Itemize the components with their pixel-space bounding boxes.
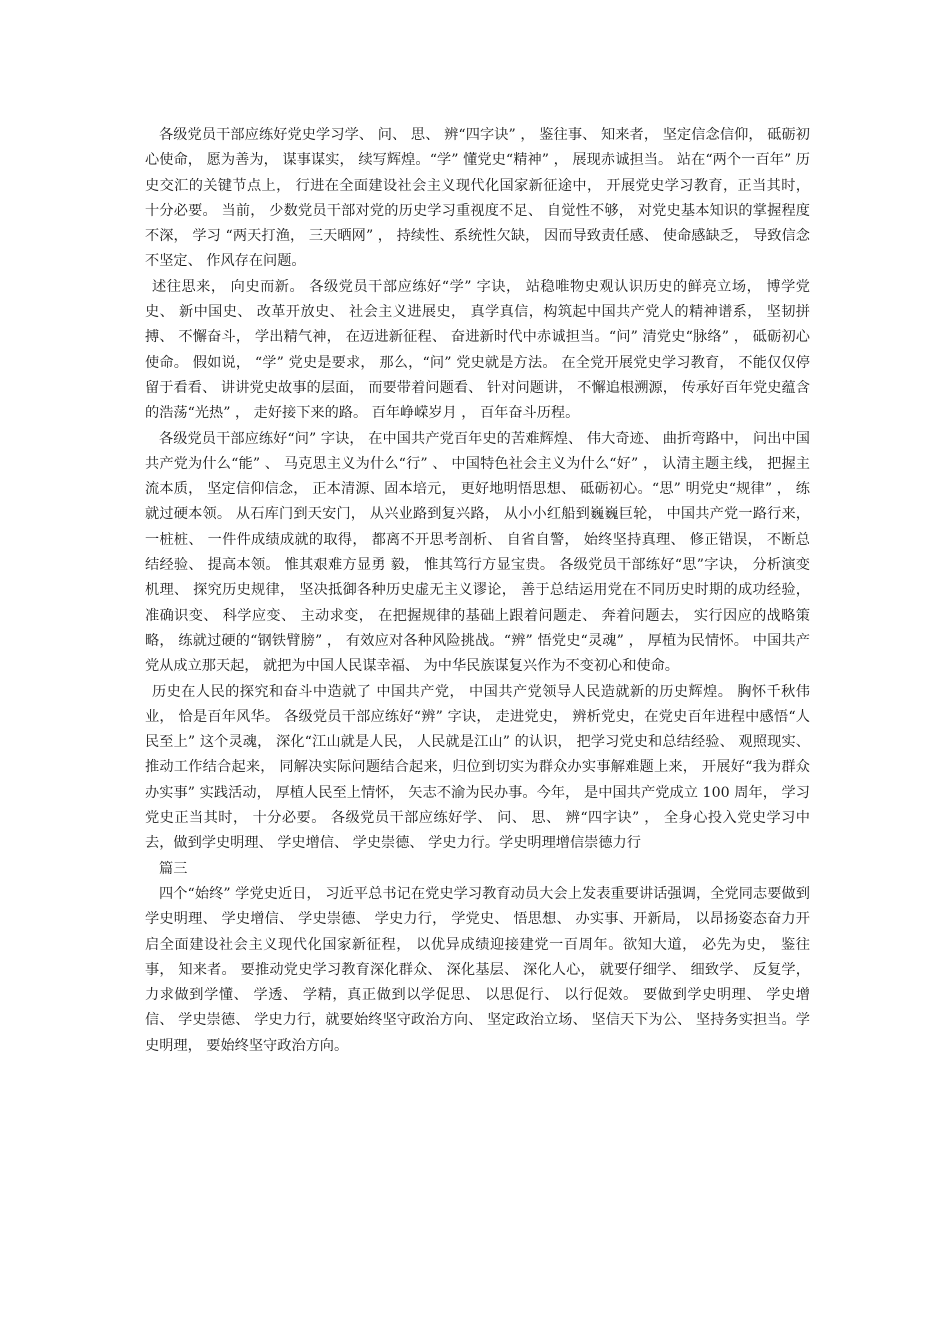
paragraph-2: 述往思来， 向史而新。 各级党员干部应练好“学” 字诀， 站稳唯物史观认识历史的鲜亮立场， 博学党史、 新中国史、 改革开放史、 社会主义进展史， 真学真信，构筑起中国共产党人的精神谱系， 坚韧拼搏、 不懈奋斗， 学出精气神， 在迈进新征程、 奋进新时代中赤诚担当。“问” 清党史“脉络” ， 砥砺初心使命。 假如说， “学” 党史是要求， 那么，“问” 党史就是方法。 在全党开展党史学习教育， 不能仅仅停留于看看、 讲讲党史故事的层面， 而要带着问题看、 针对问题讲， 不懈追根溯源， 传承好百年党史蕴含的浩荡“光热” ， 走好接下来的路。 百年峥嵘岁月 ， 百年奋斗历程。 — [145, 278, 810, 422]
paragraph-5: 四个“始终” 学党史近日， 习近平总书记在党史学习教育动员大会上发表重要讲话强调，全党同志要做到学史明理、 学史增信、 学史崇德、 学史力行， 学党史、 悟思想、 办实事、开新局， 以昂扬姿态奋力开启全面建设社会主义现代化国家新征程， 以优异成绩迎接建党一百周年。欲知大道， 必先为史， 鉴往事， 知来者。 要推动党史学习教育深化群众、 深化基层、 深化人心， 就要仔细学、 细致学、 反复学， 力求做到学懂、 学透、 学精，真正做到以学促思、 以思促行、 以行促效。 要做到学史明理、 学史增信、 学史崇德、 学史力行，就要始终坚守政治方向、 坚定政治立场、 坚信天下为公、 坚持务实担当。学史明理， 要始终坚守政治方向。 — [145, 885, 810, 1054]
section-heading: 篇三 — [159, 860, 188, 877]
document-body — [145, 123, 810, 1059]
paragraph-1: 各级党员干部应练好党史学习学、 问、 思、 辨“四字诀” ， 鉴往事、 知来者， 坚定信念信仰， 砥砺初心使命， 愿为善为， 谋事谋实， 续写辉煌。“学” 懂党史“精神” ， 展现赤诚担当。 站在“两个一百年” 历史交汇的关键节点上， 行进在全面建设社会主义现代化国家新征途中， 开展党史学习教育，正当其时， 十分必要。 当前， 少数党员干部对党的历史学习重视度不足、 自觉性不够， 对党史基本知识的掌握程度不深， 学习 “两天打渔， 三天晒网” ， 持续性、系统性欠缺， 因而导致责任感、 使命感缺乏， 导致信念不坚定、 作风存在问题。 — [145, 127, 810, 270]
paragraph-3: 各级党员干部应练好“问” 字诀， 在中国共产党百年史的苦难辉煌、 伟大奇迹、 曲折弯路中， 问出中国共产党为什么“能” 、 马克思主义为什么“行” 、 中国特色社会主义为什么“好” ， 认清主题主线， 把握主流本质， 坚定信仰信念， 正本清源、固本培元， 更好地明悟思想、 砥砺初心。“思” 明党史“规律” ， 练就过硬本领。 从石库门到天安门， 从兴业路到复兴路， 从小小红船到巍巍巨轮， 中国共产党一路行来， 一桩桩、 一件件成绩成就的取得， 都离不开思考剖析、 自省自警， 始终坚持真理、 修正错误， 不断总结经验、 提高本领。 惟其艰难方显勇 毅， 惟其笃行方显宝贵。 各级党员干部练好“思”字诀， 分析演变机理、 探究历史规律， 坚决抵御各种历史虚无主义谬论， 善于总结运用党在不同历史时期的成功经验， 准确识变、 科学应变、 主动求变， 在把握规律的基础上跟着问题走、 奔着问题去， 实行因应的战略策略， 练就过硬的“钢铁臂膀” ， 有效应对各种风险挑战。“辨” 悟党史“灵魂” ， 厚植为民情怀。 中国共产党从成立那天起， 就把为中国人民谋幸福、 为中华民族谋复兴作为不变初心和使命。 — [145, 430, 810, 675]
paragraph-4: 历史在人民的探究和奋斗中造就了 中国共产党， 中国共产党领导人民造就新的历史辉煌。 胸怀千秋伟业， 恰是百年风华。 各级党员干部应练好“辨” 字诀， 走进党史， 辨析党史，在党史百年进程中感悟“人民至上” 这个灵魂， 深化“江山就是人民， 人民就是江山” 的认识， 把学习党史和总结经验、 观照现实、 推动工作结合起来， 同解决实际问题结合起来，归位到切实为群众办实事解难题上来， 开展好“我为群众办实事” 实践活动， 厚植人民至上情怀， 矢志不渝为民办事。今年， 是中国共产党成立 100 周年， 学习党史正当其时， 十分必要。 各级党员干部应练好学、 问、 思、 辨“四字诀” ， 全身心投入党史学习中去，做到学史明理、 学史增信、 学史崇德、 学史力行。学史明理增信崇德力行 — [145, 683, 810, 852]
